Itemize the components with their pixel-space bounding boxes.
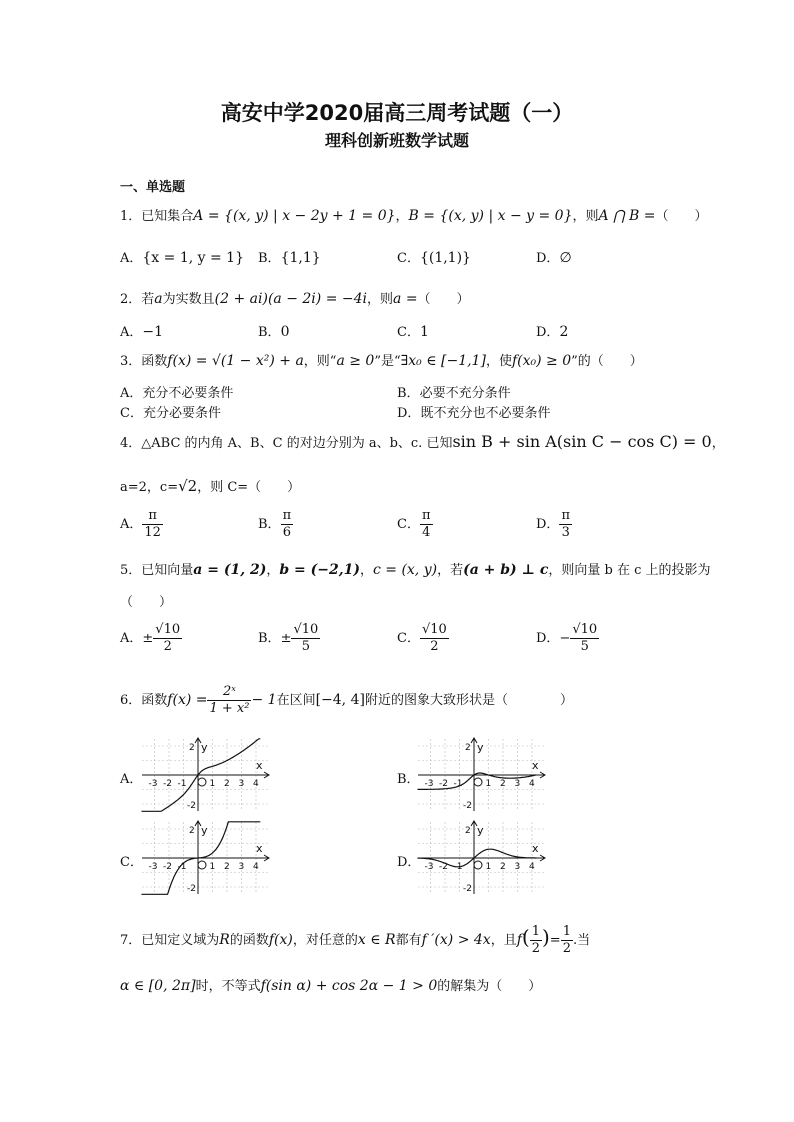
- q3-mid2: ”是“: [374, 354, 401, 369]
- q5-option-a[interactable]: [120, 622, 182, 655]
- question-3: [120, 350, 643, 369]
- q6-den: 1 + x²: [209, 701, 250, 716]
- q5-c1: ，: [266, 563, 280, 578]
- q4-option-c-den: 4: [422, 525, 431, 540]
- q6-graph-c[interactable]: [140, 820, 272, 896]
- q2-option-a-text: −1: [142, 324, 164, 340]
- q4-comma: ，: [711, 436, 725, 451]
- q5-option-d-letter: D．: [536, 631, 560, 646]
- x-tick-label: 3: [238, 779, 245, 789]
- q6-graph-d[interactable]: [416, 820, 548, 896]
- q4-option-b-num: π: [282, 508, 292, 523]
- x-tick-label: 2: [224, 862, 230, 872]
- q4-option-d[interactable]: [536, 508, 572, 541]
- q7-dot: .当: [572, 933, 591, 948]
- q7-mid2: ，对任意的: [292, 933, 358, 948]
- q6-number: 6．: [120, 693, 142, 708]
- origin-label: [198, 861, 206, 869]
- q1-set-a: A = {(x, y) | x − 2y + 1 = 0}: [193, 208, 396, 224]
- y-tick-top: 2: [465, 743, 471, 753]
- q5-mid: ，若: [437, 563, 464, 578]
- q5-option-d-den: 5: [580, 639, 589, 654]
- q2-option-d-text: 2: [559, 324, 569, 340]
- q1-number: 1．: [120, 209, 142, 224]
- q7-xin: x ∈ R: [357, 932, 396, 948]
- q1-option-b-text: {1,1}: [280, 250, 321, 266]
- x-axis-label: x: [256, 842, 263, 855]
- y-tick-bottom: -2: [187, 801, 196, 811]
- q4-line1: △ABC 的内角 A、B、C 的对边分别为 a、b、c. 已知: [141, 436, 453, 451]
- q5-option-d-num: √10: [572, 622, 598, 637]
- q6-option-a-letter[interactable]: A．: [120, 772, 143, 787]
- x-axis-label: x: [532, 759, 539, 772]
- q7-line2d: 的解集为（ ）: [437, 979, 542, 994]
- q2-option-b-text: 0: [280, 324, 290, 340]
- q2-var: a: [154, 291, 163, 307]
- exam-title: 高安中学2020届高三周考试题（一）: [220, 101, 574, 125]
- q2-option-d-letter: D．: [536, 325, 560, 340]
- x-tick-label: -2: [439, 779, 448, 789]
- q7-cond: f ′(x) > 4x: [421, 932, 491, 948]
- q4-option-b[interactable]: [258, 508, 293, 541]
- x-tick-label: 1: [485, 862, 492, 872]
- q6-mid: 在区间: [276, 693, 316, 708]
- x-tick-label: 1: [485, 779, 492, 789]
- q7-half-num: 1: [531, 924, 540, 939]
- q3-mid3: ，使: [485, 354, 512, 369]
- origin-label: [474, 861, 482, 869]
- q5-option-d-sign: −: [559, 631, 571, 646]
- q1-option-a-letter: A．: [120, 251, 143, 266]
- q2-option-c-text: 1: [419, 324, 429, 340]
- y-tick-bottom: -2: [187, 884, 196, 894]
- q4-expr: sin B + sin A(sin C − cos C) = 0: [452, 432, 712, 451]
- q4-option-b-letter: B．: [258, 517, 281, 532]
- q3-option-c-letter: C．: [120, 406, 143, 421]
- q6-minus: − 1: [251, 692, 277, 708]
- q7-number: 7．: [120, 933, 142, 948]
- q3-option-d-text: 既不充分也不必要条件: [420, 406, 551, 421]
- q7-fx: f(x): [268, 932, 293, 948]
- q5-option-c-num: √10: [421, 622, 447, 637]
- x-axis-label: x: [532, 842, 539, 855]
- x-tick-label: 3: [514, 862, 521, 872]
- q1-option-c-letter: C．: [397, 251, 420, 266]
- x-tick-label: 1: [209, 862, 216, 872]
- q6-graph-a[interactable]: [140, 737, 272, 813]
- q4-option-d-letter: D．: [536, 517, 560, 532]
- question-4: [120, 432, 725, 451]
- question-6: [120, 684, 573, 717]
- origin-label: [474, 778, 482, 786]
- q5-option-c[interactable]: [397, 622, 449, 655]
- q4-option-c-letter: C．: [397, 517, 420, 532]
- q3-option-b[interactable]: [397, 382, 511, 401]
- question-7: 7．已知定义域为R的函数f(x)，对任意的x ∈ R都有f ′(x) > 4x，且f( $\frac{1}{2}$ )= $\frac{1}{2}$ .当: [120, 924, 591, 956]
- q5-option-c-den: 2: [430, 639, 439, 654]
- q3-number: 3．: [120, 354, 142, 369]
- q4-sqrt2: √2: [178, 477, 198, 495]
- q5-option-b-num: √10: [293, 622, 319, 637]
- q3-prefix: 函数: [141, 354, 168, 369]
- q6-option-c-letter[interactable]: C．: [120, 855, 143, 870]
- q6-prefix: 函数: [141, 693, 168, 708]
- x-tick-label: -3: [424, 862, 434, 872]
- q2-tail: ，则: [367, 292, 394, 307]
- x-tick-label: -1: [453, 779, 463, 789]
- q2-mid: 为实数且: [162, 292, 215, 307]
- q7-line2a: α ∈ [0, 2π]: [120, 978, 196, 994]
- q4-option-a-num: π: [142, 508, 163, 525]
- q4-option-d-den: 3: [561, 525, 570, 540]
- q1-option-a[interactable]: [120, 247, 244, 266]
- q3-cond: a ≥ 0: [336, 353, 375, 369]
- q4-option-d-num: π: [561, 508, 570, 523]
- q7-line2b: 时，不等式: [195, 979, 261, 994]
- q5-cond: (a + b) ⊥ c: [463, 562, 549, 578]
- q3-cond3: f(x₀) ≥ 0: [511, 353, 572, 369]
- x-tick-label: 1: [209, 779, 216, 789]
- q7-half-den: 2: [531, 941, 540, 956]
- q2-option-a[interactable]: [120, 321, 163, 340]
- x-axis-label: x: [256, 759, 263, 772]
- q5-option-b[interactable]: [258, 622, 320, 655]
- x-tick-label: 2: [500, 862, 506, 872]
- q4-option-b-den: 6: [282, 525, 291, 540]
- q1-prefix: 已知集合: [141, 209, 194, 224]
- q1-option-c-text: {(1,1)}: [419, 250, 471, 266]
- y-tick-top: 2: [465, 826, 471, 836]
- x-tick-label: -2: [163, 862, 172, 872]
- q5-option-a-letter: A．: [120, 631, 143, 646]
- origin-label: [198, 778, 206, 786]
- q4-line2a: a=2，c=: [120, 480, 179, 495]
- y-tick-bottom: -2: [463, 884, 472, 894]
- q7-mid3: 都有: [395, 933, 422, 948]
- q6-graph-b[interactable]: [416, 737, 548, 813]
- question-2: [120, 288, 470, 307]
- y-tick-bottom: -2: [463, 801, 472, 811]
- q5-prefix: 已知向量: [141, 563, 194, 578]
- q5-vector-b: b = (−2,1): [279, 562, 360, 578]
- q4-option-a-letter: A．: [120, 517, 143, 532]
- q3-mid: ，则“: [303, 354, 337, 369]
- q7-prefix: 已知定义域为: [141, 933, 220, 948]
- x-tick-label: -1: [177, 779, 187, 789]
- q3-option-c-text: 充分必要条件: [142, 406, 221, 421]
- y-tick-top: 2: [189, 826, 195, 836]
- q5-option-b-sign: ±: [280, 631, 292, 646]
- section-heading: 一、单选题: [120, 180, 186, 195]
- q4-option-a[interactable]: [120, 508, 163, 541]
- q7-line2c: f(sin α) + cos 2α − 1 > 0: [260, 978, 438, 994]
- q2-prefix: 若: [141, 292, 155, 307]
- q3-func: f(x) = √(1 − x²) + a: [167, 353, 304, 369]
- q6-num: 2ˣ: [207, 684, 251, 701]
- q3-option-b-letter: B．: [397, 386, 420, 401]
- exam-subtitle: 理科创新班数学试题: [324, 131, 469, 150]
- q6-fx: f(x) =: [167, 692, 208, 708]
- q1-option-d-letter: D．: [536, 251, 560, 266]
- x-tick-label: 4: [529, 779, 535, 789]
- x-tick-label: -2: [439, 862, 448, 872]
- y-axis-label: y: [477, 824, 484, 837]
- question-7-line2: [120, 975, 541, 994]
- q4-option-c[interactable]: [397, 508, 433, 541]
- q4-line2c: ，则 C=（ ）: [197, 480, 301, 495]
- q7-R: R: [219, 932, 230, 948]
- q2-option-a-letter: A．: [120, 325, 143, 340]
- q4-option-a-den: 12: [144, 525, 161, 540]
- q1-option-d[interactable]: [536, 247, 572, 266]
- q7-res-den: 2: [562, 941, 571, 956]
- question-5: [120, 559, 711, 578]
- q5-option-a-den: 2: [163, 639, 172, 654]
- q2-option-b-letter: B．: [258, 325, 281, 340]
- q5-option-b-den: 5: [301, 639, 311, 654]
- y-axis-label: y: [477, 741, 484, 754]
- q1-expr: A ⋂ B =: [598, 208, 656, 224]
- x-tick-label: 4: [529, 862, 535, 872]
- question-1: [120, 205, 708, 224]
- x-tick-label: -3: [148, 862, 158, 872]
- q4-number: 4．: [120, 436, 142, 451]
- q3-option-a[interactable]: [120, 382, 233, 401]
- x-tick-label: 4: [253, 862, 259, 872]
- q2-number: 2．: [120, 292, 142, 307]
- q7-eq: =: [549, 933, 561, 948]
- x-tick-label: -2: [163, 779, 172, 789]
- q5-option-a-sign: ±: [142, 631, 154, 646]
- q5-blank: （ ）: [120, 595, 173, 610]
- x-tick-label: 2: [224, 779, 230, 789]
- q5-number: 5．: [120, 563, 142, 578]
- x-tick-label: -1: [177, 862, 187, 872]
- x-tick-label: -1: [453, 862, 463, 872]
- q5-c2: ，: [359, 563, 373, 578]
- x-tick-label: 3: [238, 862, 245, 872]
- q5-tail: ，则向量 b 在 c 上的投影为: [548, 563, 711, 578]
- x-tick-label: 2: [500, 779, 506, 789]
- q2-option-b[interactable]: [258, 321, 289, 340]
- q7-mid: 的函数: [229, 933, 269, 948]
- x-tick-label: -3: [424, 779, 434, 789]
- x-tick-label: 3: [514, 779, 521, 789]
- q7-res-num: 1: [562, 924, 571, 939]
- y-axis-label: y: [201, 824, 208, 837]
- y-axis-label: y: [201, 741, 208, 754]
- q3-cond2: ∃x₀ ∈ [−1,1]: [400, 353, 486, 369]
- x-tick-label: -3: [148, 779, 158, 789]
- q1-option-b-letter: B．: [258, 251, 281, 266]
- q6-interval: [−4, 4]: [315, 692, 365, 708]
- q5-option-d[interactable]: [536, 622, 599, 655]
- q6-option-b-letter[interactable]: B．: [397, 772, 420, 787]
- q2-option-d[interactable]: [536, 321, 568, 340]
- q1-option-c[interactable]: [397, 247, 471, 266]
- q3-option-b-text: 必要不充分条件: [419, 386, 511, 401]
- q4-option-c-num: π: [421, 508, 431, 523]
- q5-vector-a: a = (1, 2): [193, 562, 267, 578]
- q3-option-a-text: 充分不必要条件: [142, 386, 234, 401]
- q2-option-c[interactable]: [397, 321, 429, 340]
- q5-vector-c: c = (x, y): [372, 562, 438, 578]
- q3-option-a-letter: A．: [120, 386, 143, 401]
- q3-tail: ”的（ ）: [571, 354, 643, 369]
- q1-option-b[interactable]: [258, 247, 321, 266]
- question-4-line2: [120, 476, 300, 495]
- q1-option-a-text: {x = 1, y = 1}: [142, 250, 244, 266]
- q5-option-b-letter: B．: [258, 631, 281, 646]
- q3-option-d-letter: D．: [397, 406, 421, 421]
- q2-expr: (2 + ai)(a − 2i) = −4i: [214, 291, 367, 307]
- q3-option-d[interactable]: [397, 402, 550, 421]
- q2-blank: （ ）: [417, 292, 470, 307]
- q2-ask: a =: [393, 291, 418, 307]
- x-tick-label: 4: [253, 779, 259, 789]
- q6-tail: 附近的图象大致形状是（ ）: [364, 693, 573, 708]
- q5-option-c-letter: C．: [397, 631, 420, 646]
- q3-option-c[interactable]: [120, 402, 221, 421]
- q1-blank: （ ）: [655, 209, 708, 224]
- q6-option-d-letter[interactable]: D．: [397, 855, 421, 870]
- q7-f: f: [516, 932, 522, 948]
- q1-set-b: B = {(x, y) | x − y = 0}: [408, 208, 573, 224]
- y-tick-top: 2: [189, 743, 195, 753]
- q1-sep: ，: [395, 209, 409, 224]
- q1-mid: ，则: [572, 209, 599, 224]
- q5-option-a-num: √10: [155, 622, 181, 637]
- q1-option-d-text: ∅: [559, 250, 572, 266]
- q2-option-c-letter: C．: [397, 325, 420, 340]
- q7-mid4: ，且: [490, 933, 517, 948]
